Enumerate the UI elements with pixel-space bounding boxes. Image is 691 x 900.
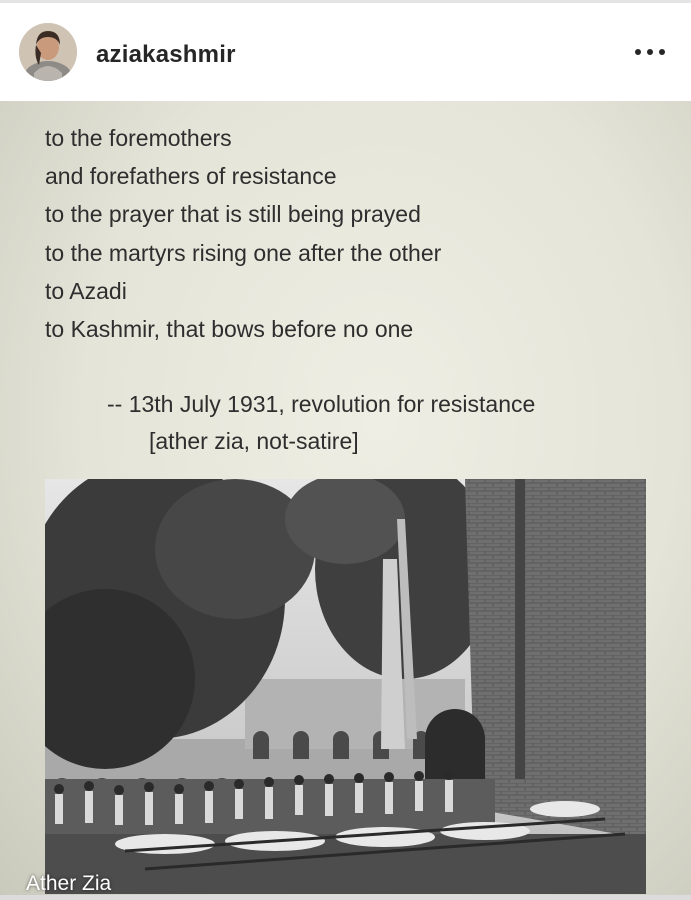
more-options-icon[interactable] — [635, 42, 665, 62]
poem-line: to the foremothers — [45, 125, 232, 151]
post-image — [0, 101, 691, 895]
post-header — [0, 3, 691, 101]
dot — [659, 49, 665, 55]
dot — [647, 49, 653, 55]
avatar-photo — [19, 23, 77, 81]
watermark-text: Ather Zia — [26, 872, 112, 895]
avatar[interactable] — [19, 23, 77, 81]
historical-photo — [45, 479, 646, 894]
bottom-divider — [0, 895, 691, 900]
poem-line: to the martyrs rising one after the other — [45, 239, 442, 266]
author-line: [ather zia, not-satire] — [149, 428, 359, 454]
username[interactable]: aziakashmir — [96, 41, 236, 68]
poem-line: to Azadi — [45, 277, 127, 304]
poem-line: to the prayer that is still being prayed — [45, 201, 421, 228]
photo-illustration — [45, 479, 646, 894]
poem-line: and forefathers of resistance — [45, 163, 337, 190]
poem-text — [45, 119, 441, 348]
poem-line: to Kashmir, that bows before no one — [45, 316, 414, 343]
attribution-line: -- 13th July 1931, revolution for resistance — [107, 391, 536, 417]
dot — [635, 49, 641, 55]
